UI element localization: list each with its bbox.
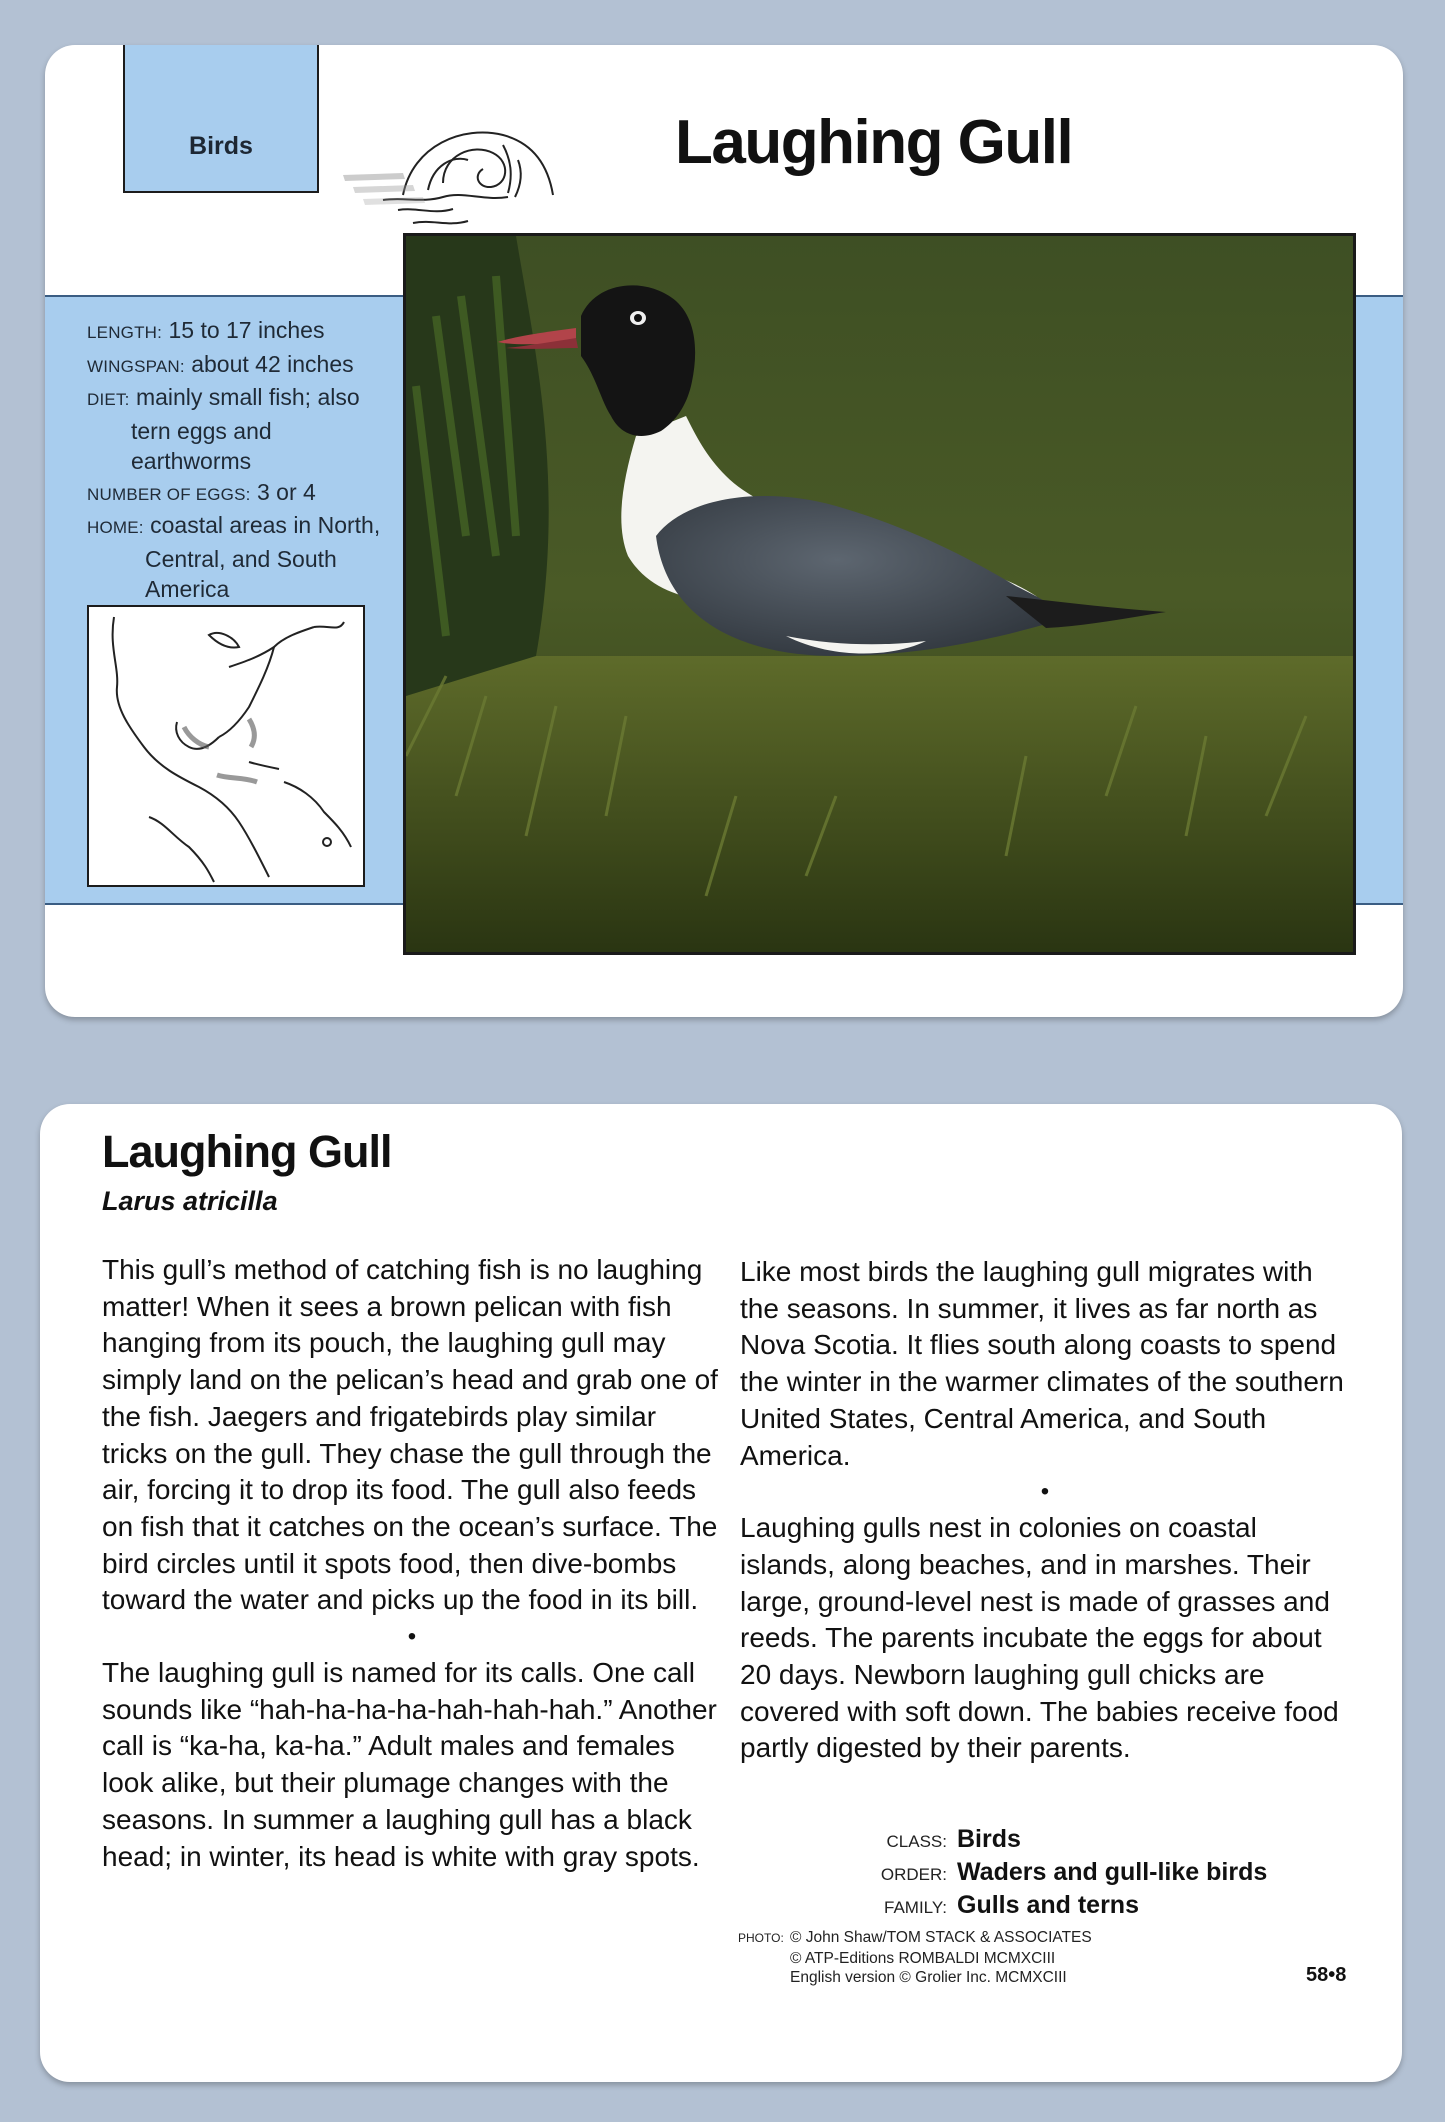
fact-home: HOME: coastal areas in North, Central, and South America bbox=[87, 512, 381, 602]
separator: • bbox=[407, 1623, 417, 1651]
back-title: Laughing Gull bbox=[102, 1126, 392, 1177]
paragraph: Laughing gulls nest in colonies on coastal islands, along beaches, and in marshes. Their large, ground-level nest is made of grasses and reeds. The parents incubate the eggs for about 20 days. Newborn laughing gull chicks are covered with soft down. The babies receive food partly digested by their parents. bbox=[740, 1512, 1339, 1764]
fact-length: LENGTH: 15 to 17 inches bbox=[87, 317, 325, 343]
fact-wingspan: WINGSPAN: about 42 inches bbox=[87, 350, 354, 377]
card-number: 58•8 bbox=[1306, 1964, 1347, 1986]
americas-map-icon bbox=[89, 607, 363, 885]
taxonomy-family: FAMILY: Gulls and terns bbox=[884, 1891, 1139, 1919]
separator: • bbox=[1040, 1478, 1050, 1506]
card-front bbox=[45, 45, 1403, 1017]
taxonomy bbox=[875, 1824, 1267, 1923]
taxonomy-order: ORDER: Waders and gull-like birds bbox=[880, 1858, 1268, 1886]
text-column-right bbox=[740, 1254, 1350, 1767]
paragraph: Like most birds the laughing gull migrates with the seasons. In summer, it lives as far north as Nova Scotia. It flies south along coasts to spend the winter in the warmer climates of the southern United States, Central America, and South America. bbox=[740, 1256, 1344, 1471]
paragraph: This gull’s method of catching fish is no laughing matter! When it sees a brown pelican with fish hanging from its pouch, the laughing gull may simply land on the pelican’s head and grab one of the fish. Jaegers and frigatebirds play similar tricks on the gull. They chase the gull through the air, forcing it to drop its food. The gull also feeds on fish that it catches on the ocean’s surface. The bird circles until it spots food, then dive-bombs toward the water and picks up the food in its bill. bbox=[102, 1254, 718, 1616]
gull-image bbox=[406, 236, 1353, 952]
paragraph: The laughing gull is named for its calls. One call sounds like “hah-ha-ha-ha-hah-hah-hah.” Another call is “ka-ha, ka-ha.” Adult males and females look alike, but their plumage changes with the seasons. In summer a laughing gull has a black head; in winter, its head is white with gray spots. bbox=[102, 1657, 717, 1872]
category-label: Birds bbox=[189, 131, 253, 160]
fact-diet: DIET: mainly small fish; also tern eggs and earthworms bbox=[87, 384, 360, 474]
category-box bbox=[123, 45, 319, 193]
photo-credits: PHOTO: © John Shaw/TOM STACK & ASSOCIATES © ATP-Editions ROMBALDI MCMXCIII English version © Grolier Inc. MCMXCIII bbox=[738, 1929, 1092, 1986]
taxonomy-class: CLASS: Birds bbox=[886, 1825, 1021, 1853]
front-title: Laughing Gull bbox=[675, 108, 1073, 177]
card-back bbox=[40, 1104, 1402, 2082]
facts-list bbox=[87, 315, 417, 605]
fact-eggs: NUMBER OF EGGS: 3 or 4 bbox=[87, 478, 316, 505]
text-column-left bbox=[102, 1252, 722, 1875]
range-map bbox=[87, 605, 365, 887]
scientific-name: Larus atricilla bbox=[102, 1186, 278, 1216]
gull-photo bbox=[403, 233, 1356, 955]
